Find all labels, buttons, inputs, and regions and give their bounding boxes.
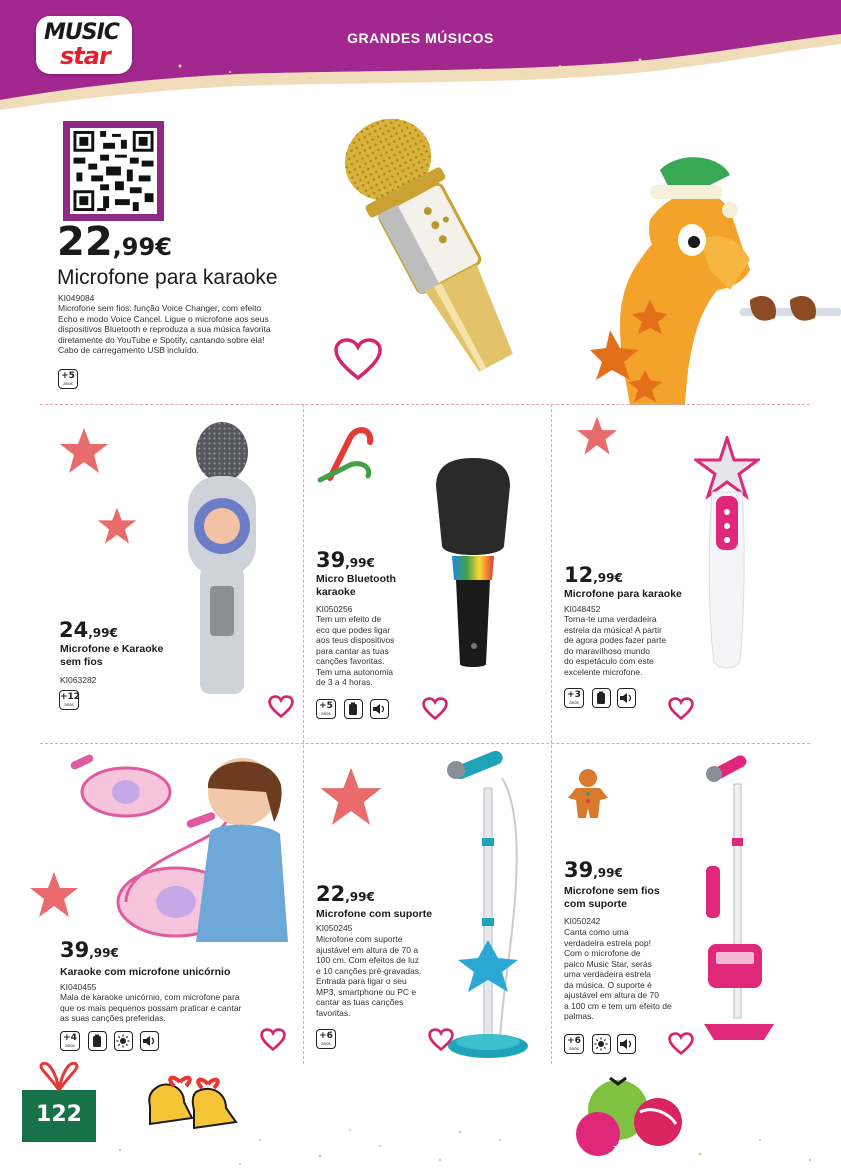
pink-star-microphone-image xyxy=(694,436,760,672)
logo-line2: star xyxy=(60,42,110,70)
star-icon xyxy=(58,426,110,476)
footer-glitter xyxy=(0,1110,841,1172)
favorite-heart-icon[interactable] xyxy=(668,1032,694,1056)
desc-line: Torna-te uma verdadeira xyxy=(564,614,657,624)
age-badge xyxy=(316,1029,336,1049)
product-name xyxy=(316,573,426,599)
desc-line: da música. O suporte é xyxy=(564,979,652,990)
qr-code[interactable] xyxy=(63,121,164,221)
microphone-stand-blue-image xyxy=(440,748,540,1066)
product-description xyxy=(564,614,694,677)
featured-price-int: 22 xyxy=(57,219,113,265)
sound-icon xyxy=(617,1034,636,1054)
featured-title: Microfone para karaoke xyxy=(57,266,278,289)
sound-icon xyxy=(617,688,636,708)
desc-line: canções favoritas. xyxy=(316,656,385,666)
price-int: 12 xyxy=(564,563,594,587)
product-name-line: karaoke xyxy=(316,586,356,598)
price-dec: ,99€ xyxy=(89,946,119,960)
favorite-heart-icon[interactable] xyxy=(268,695,294,719)
product-name xyxy=(564,885,694,911)
age-unit: anos xyxy=(64,702,74,707)
featured-desc-line: diretamente do YouTube e Spotify, cantando sobre ela! xyxy=(58,334,265,345)
price-int: 39 xyxy=(316,548,346,572)
light-icon xyxy=(114,1031,133,1051)
desc-line: que os mais pequenos possam praticar e cantar xyxy=(60,1002,242,1013)
product-name-line: Microfone e Karaoke xyxy=(60,643,164,655)
desc-line: estrela da música! A partir xyxy=(564,624,662,635)
gift-bow-icon xyxy=(36,1062,82,1094)
price-dec: ,99€ xyxy=(345,556,375,570)
product-description xyxy=(316,614,426,688)
price-dec: ,99€ xyxy=(88,626,118,640)
desc-line: ajustável em altura de 70 xyxy=(564,990,659,1000)
desc-line: Mala de karaoke unicórnio, com microfone para xyxy=(60,992,240,1002)
product-name-line: Microfone sem fios xyxy=(564,885,660,897)
age-badge xyxy=(59,690,79,710)
product-name-line: Microfone para karaoke xyxy=(564,588,682,600)
product-name xyxy=(316,908,456,921)
age-badge xyxy=(564,688,584,708)
product-ref: KI063282 xyxy=(60,675,97,685)
desc-line: verdadeira estrela pop! xyxy=(564,937,651,948)
price-int: 39 xyxy=(564,858,594,882)
desc-line: Canta como uma xyxy=(564,927,629,937)
price-dec: ,99€ xyxy=(593,866,623,880)
age-unit: anos xyxy=(63,381,73,386)
grid-separator xyxy=(551,404,552,1064)
desc-line: cantar as tuas canções xyxy=(316,997,404,1007)
desc-line: palco Music Star, serás xyxy=(564,958,652,969)
desc-line: a 100 cm e tem um efeito de xyxy=(564,1000,672,1011)
featured-price xyxy=(57,219,172,265)
product-ref: KI050245 xyxy=(316,923,353,933)
product-name-line: Micro Bluetooth xyxy=(316,573,396,585)
product-price xyxy=(316,884,375,905)
product-ref: KI048452 xyxy=(564,604,601,614)
logo-line1: MUSIC xyxy=(44,20,119,45)
page-number: 122 xyxy=(36,1102,82,1127)
age-badge xyxy=(316,699,336,719)
product-price xyxy=(564,860,623,881)
desc-line: Com o microfone de xyxy=(564,948,641,958)
desc-line: ajustável em altura de 70 a xyxy=(316,944,419,955)
grid-separator xyxy=(40,404,810,405)
age-value: +6 xyxy=(567,1036,581,1046)
product-name xyxy=(60,643,190,669)
silver-microphone-image xyxy=(182,416,262,698)
price-dec: ,99€ xyxy=(593,571,623,585)
unicorn-karaoke-bag-girl-image xyxy=(66,752,298,942)
light-icon xyxy=(592,1034,611,1054)
star-icon xyxy=(318,765,384,829)
desc-line: uma verdadeira estrela xyxy=(564,969,651,979)
desc-line: para cantar as tuas xyxy=(316,645,389,656)
featured-desc-line: Microfone sem fios: função Voice Changer, com efeito xyxy=(58,303,262,313)
desc-line: Tem um efeito de xyxy=(316,614,382,624)
age-badge xyxy=(60,1031,80,1051)
price-int: 22 xyxy=(316,882,346,906)
gingerbread-icon xyxy=(566,768,610,820)
desc-line: Tem uma autonomia xyxy=(316,666,394,677)
featured-desc-line: dispositivos Bluetooth e reproduza a sua música favorita xyxy=(58,324,271,334)
age-value: +4 xyxy=(63,1033,77,1043)
product-name xyxy=(60,966,290,979)
desc-line: Entrada para ligar o seu xyxy=(316,976,407,986)
age-value: +6 xyxy=(319,1031,333,1041)
age-value: +12 xyxy=(60,692,81,702)
age-badge xyxy=(58,369,78,389)
product-name-line: Karaoke com microfone unicórnio xyxy=(60,966,231,978)
black-bluetooth-microphone-image xyxy=(428,456,518,670)
battery-icon xyxy=(88,1031,107,1051)
desc-line: palmas. xyxy=(564,1011,594,1021)
featured-price-dec: ,99€ xyxy=(112,233,172,261)
battery-icon xyxy=(592,688,611,708)
desc-line: Microfone com suporte xyxy=(316,934,403,944)
desc-line: do espetáculo com este xyxy=(564,656,654,666)
giraffe-mascot-image xyxy=(590,150,841,405)
desc-line: do maravilhoso mundo xyxy=(564,645,650,656)
featured-ref: KI049084 xyxy=(58,293,95,303)
age-value: +5 xyxy=(319,701,333,711)
price-int: 24 xyxy=(59,618,89,642)
age-value: +5 xyxy=(61,371,75,381)
age-unit: anos xyxy=(65,1043,75,1048)
product-name-line: Microfone com suporte xyxy=(316,908,433,920)
product-name xyxy=(564,588,704,601)
featured-desc-line: Echo e modo Voice Cancel. Ligue o microfone aos seus xyxy=(58,313,269,324)
christmas-bells-icon xyxy=(136,1072,246,1132)
sound-icon xyxy=(370,699,389,719)
desc-line: eco que podes ligar xyxy=(316,624,391,635)
desc-line: as suas canções preferidas. xyxy=(60,1013,166,1023)
age-badge xyxy=(564,1034,584,1054)
product-price xyxy=(60,940,119,961)
product-description xyxy=(60,992,290,1024)
qr-code-icon xyxy=(70,128,157,214)
candy-cane-icon xyxy=(314,420,380,484)
product-ref: KI050242 xyxy=(564,916,601,926)
desc-line: MP3, smartphone ou PC e xyxy=(316,986,417,997)
favorite-heart-icon[interactable] xyxy=(422,697,448,721)
favorite-heart-icon[interactable] xyxy=(668,697,694,721)
desc-line: aos teus dispositivos xyxy=(316,635,395,645)
desc-line: favoritas. xyxy=(316,1007,351,1018)
page-number-badge xyxy=(22,1090,96,1142)
product-name-line: com suporte xyxy=(564,898,628,910)
favorite-heart-icon[interactable] xyxy=(260,1028,286,1052)
desc-line: excelente microfone. xyxy=(564,666,643,677)
sound-icon xyxy=(140,1031,159,1051)
age-unit: anos xyxy=(569,1046,579,1051)
battery-icon xyxy=(344,699,363,719)
desc-line: de agora podes fazer parte xyxy=(564,635,667,645)
price-dec: ,99€ xyxy=(345,890,375,904)
product-description xyxy=(316,934,451,1018)
product-price xyxy=(564,565,623,586)
grid-separator xyxy=(40,743,810,744)
age-unit: anos xyxy=(569,700,579,705)
product-price xyxy=(59,620,118,641)
favorite-heart-icon[interactable] xyxy=(428,1028,454,1052)
desc-line: 100 cm. Com efeitos de luz xyxy=(316,955,419,965)
price-int: 39 xyxy=(60,938,90,962)
age-unit: anos xyxy=(321,711,331,716)
microphone-stand-pink-image xyxy=(694,754,784,1044)
featured-description xyxy=(58,303,328,356)
christmas-ornaments-icon xyxy=(560,1072,690,1158)
page-header xyxy=(0,0,841,110)
age-unit: anos xyxy=(321,1041,331,1046)
product-name-line: sem fios xyxy=(60,656,103,668)
featured-desc-line: Cabo de carregamento USB incluído. xyxy=(58,345,199,355)
karaoke-microphone-gold-image xyxy=(320,108,550,388)
section-title: GRANDES MÚSICOS xyxy=(347,30,494,46)
desc-line: e 10 canções pré-gravadas. xyxy=(316,965,422,976)
grid-separator xyxy=(303,404,304,1064)
product-price xyxy=(316,550,375,571)
star-icon xyxy=(96,506,138,546)
product-ref: KI050256 xyxy=(316,604,353,614)
star-icon xyxy=(575,415,619,457)
product-description xyxy=(564,927,694,1022)
desc-line: de 3 a 4 horas. xyxy=(316,677,373,687)
product-ref: KI040455 xyxy=(60,982,97,992)
age-value: +3 xyxy=(567,690,581,700)
